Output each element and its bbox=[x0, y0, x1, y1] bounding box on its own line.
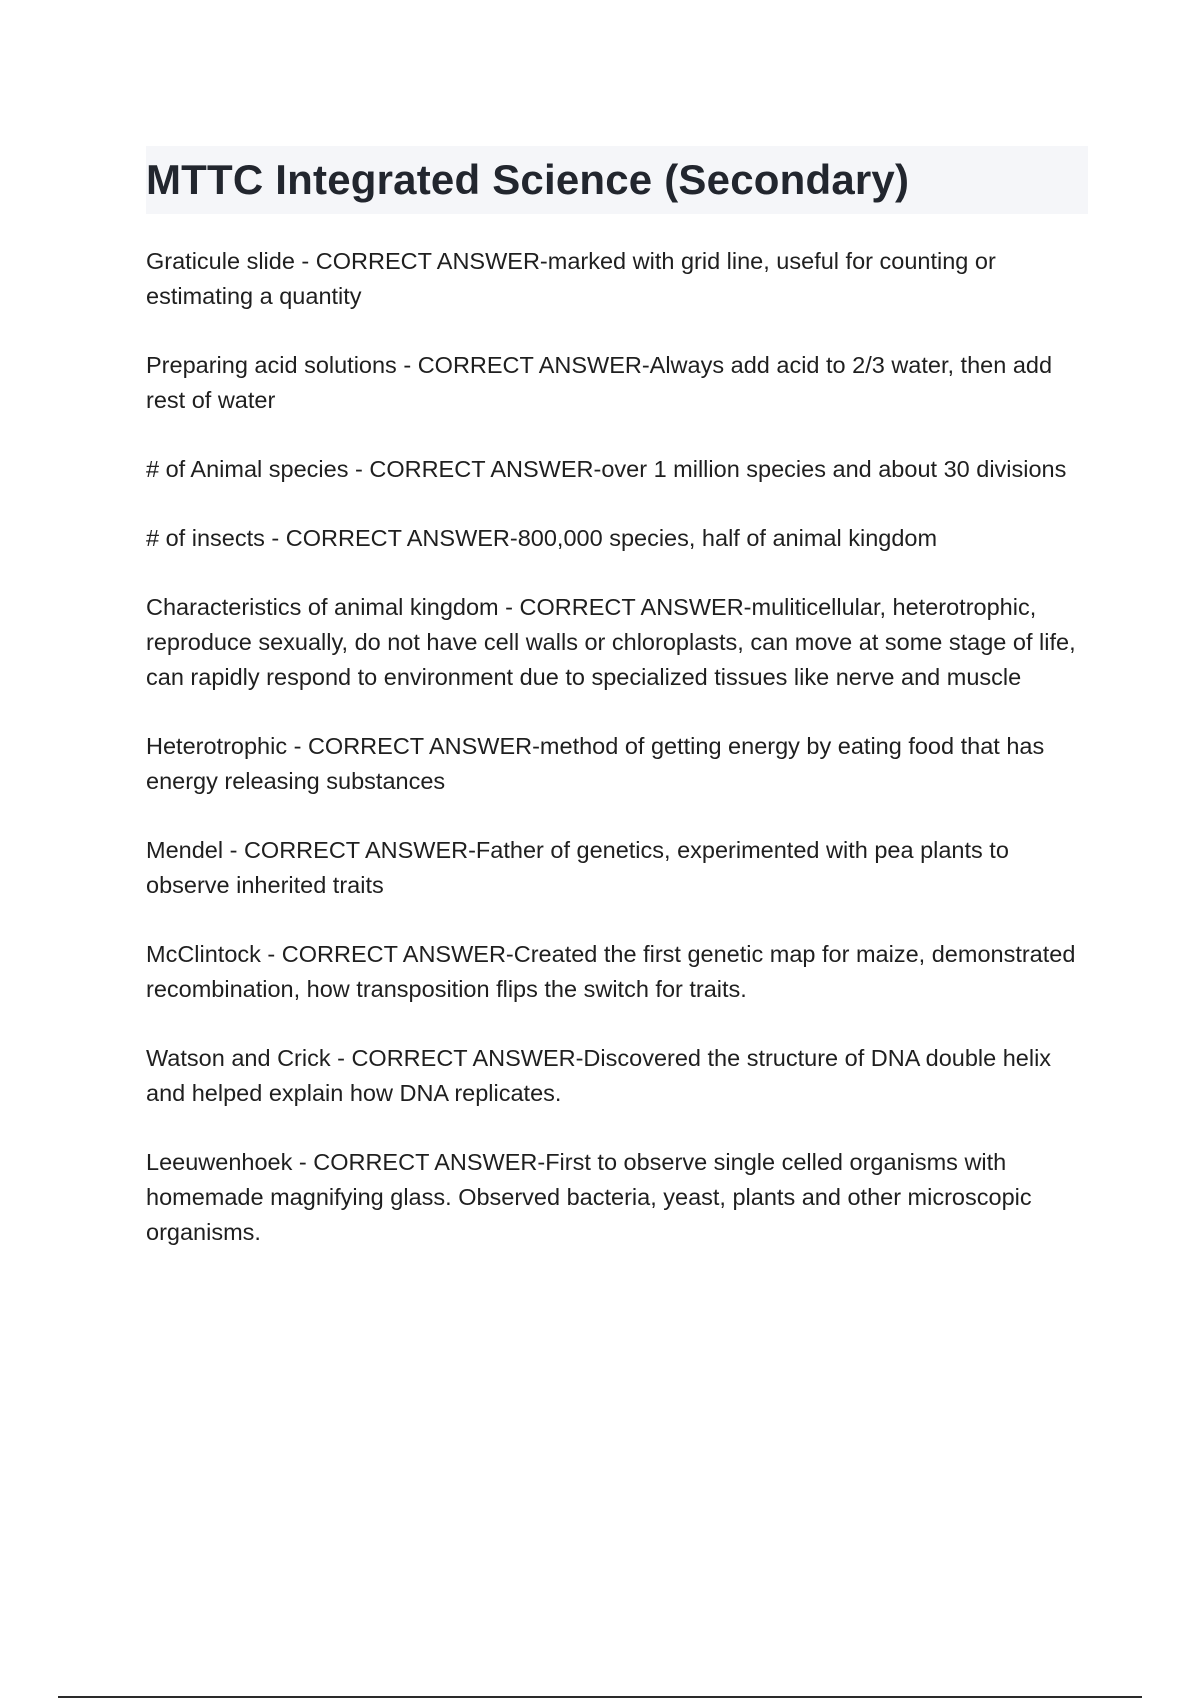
flashcard-item-leeuwenhoek: Leeuwenhoek - CORRECT ANSWER-First to observe single celled organisms with homemade magnifying glass. Observed bacteria, yeast, plants and other microscopic organisms. bbox=[146, 1149, 1032, 1245]
flashcard-item-heterotrophic: Heterotrophic - CORRECT ANSWER-method of getting energy by eating food that has energy releasing substances bbox=[146, 733, 1045, 794]
flashcard-item-graticule-slide: Graticule slide - CORRECT ANSWER-marked with grid line, useful for counting or estimating a quantity bbox=[146, 248, 996, 309]
flashcard-item-animal-kingdom-characteristics: Characteristics of animal kingdom - CORRECT ANSWER-muliticellular, heterotrophic, reproduce sexually, do not have cell walls or chloroplasts, can move at some stage of life, can rapidly respond to environment due to specialized tissues like nerve and muscle bbox=[146, 594, 1076, 690]
title-banner bbox=[146, 146, 1088, 214]
flashcard-item-insects: # of insects - CORRECT ANSWER-800,000 species, half of animal kingdom bbox=[146, 525, 938, 551]
flashcard-item-animal-species: # of Animal species - CORRECT ANSWER-over 1 million species and about 30 divisions bbox=[146, 456, 1067, 482]
flashcard-item-acid-solutions: Preparing acid solutions - CORRECT ANSWER-Always add acid to 2/3 water, then add rest of water bbox=[146, 352, 1053, 413]
flashcard-list bbox=[146, 244, 1088, 1284]
flashcard-item-watson-crick: Watson and Crick - CORRECT ANSWER-Discovered the structure of DNA double helix and helped explain how DNA replicates. bbox=[146, 1045, 1052, 1106]
flashcard-item-mcclintock: McClintock - CORRECT ANSWER-Created the first genetic map for maize, demonstrated recombination, how transposition flips the switch for traits. bbox=[146, 941, 1076, 1002]
page-title: MTTC Integrated Science (Secondary) bbox=[146, 156, 910, 203]
footer-divider bbox=[58, 1696, 1142, 1698]
flashcard-item-mendel: Mendel - CORRECT ANSWER-Father of genetics, experimented with pea plants to observe inherited traits bbox=[146, 837, 1009, 898]
